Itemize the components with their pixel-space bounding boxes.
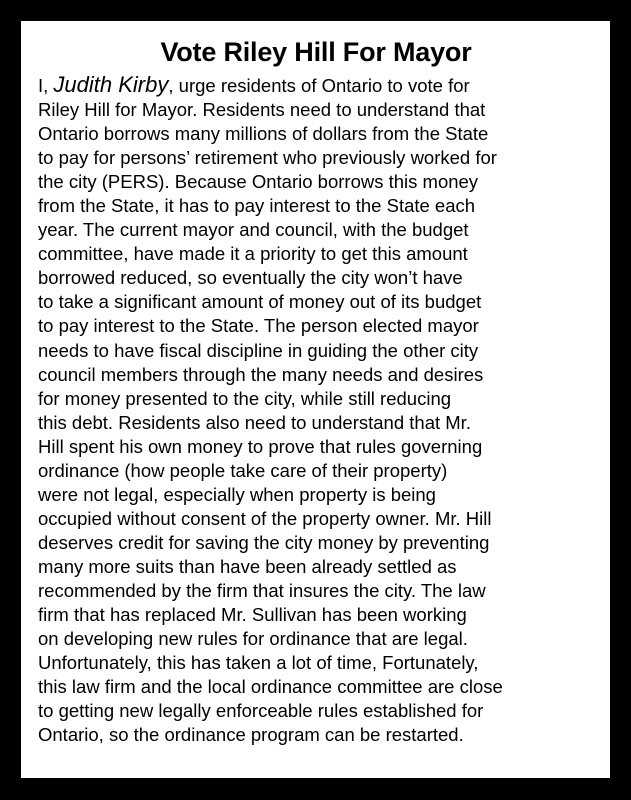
ad-body-line: this law firm and the local ordinance committee are close [38,676,503,698]
ad-body [38,73,594,747]
ad-body-line: to take a significant amount of money out of its budget [38,291,482,313]
ad-body-line: borrowed reduced, so eventually the city won’t have [38,267,463,289]
ad-body-line: occupied without consent of the property owner. Mr. Hill [38,507,492,529]
ad-body-line: were not legal, especially when property is being [38,483,436,505]
ad-body-line: to pay interest to the State. The person elected mayor [38,315,479,337]
ad-body-line: many more suits than have been already settled as [38,555,457,577]
ad-body-line: to pay for persons’ retirement who previously worked for [38,147,497,169]
ad-body-line: for money presented to the city, while still reducing [38,387,452,409]
ad-body-line: needs to have fiscal discipline in guiding the other city [38,339,479,361]
ad-body-line: ordinance (how people take care of their property) [38,459,448,481]
ad-body-line: on developing new rules for ordinance that are legal. [38,628,468,650]
ad-first-line-suffix: , urge residents of Ontario to vote for [168,75,470,96]
ad-prefix: I, [38,75,54,96]
ad-body-line: to getting new legally enforceable rules established for [38,700,484,722]
ad-body-line: committee, have made it a priority to get this amount [38,243,468,265]
author-name: Judith Kirby [53,72,169,97]
ad-body-line [38,73,594,98]
ad-body-line: year. The current mayor and council, with the budget [38,219,469,241]
ad-body-line: Ontario borrows many millions of dollars from the State [38,123,489,145]
advertisement-frame [21,21,610,778]
ad-body-line: the city (PERS). Because Ontario borrows this money [38,171,479,193]
ad-body-line: from the State, it has to pay interest to the State each [38,195,476,217]
ad-body-line: council members through the many needs and desires [38,363,484,385]
ad-body-line: this debt. Residents also need to understand that Mr. [38,411,471,433]
ad-body-line: Unfortunately, this has taken a lot of time, Fortunately, [38,652,479,674]
ad-body-line: Riley Hill for Mayor. Residents need to understand that [38,99,486,121]
ad-body-line: deserves credit for saving the city money by preventing [38,531,490,553]
ad-body-line: Hill spent his own money to prove that rules governing [38,435,483,457]
ad-body-line: Ontario, so the ordinance program can be restarted. [38,724,464,746]
ad-title: Vote Riley Hill For Mayor [160,37,472,67]
ad-body-line: firm that has replaced Mr. Sullivan has been working [38,604,467,626]
ad-body-line: recommended by the firm that insures the city. The law [38,579,486,601]
